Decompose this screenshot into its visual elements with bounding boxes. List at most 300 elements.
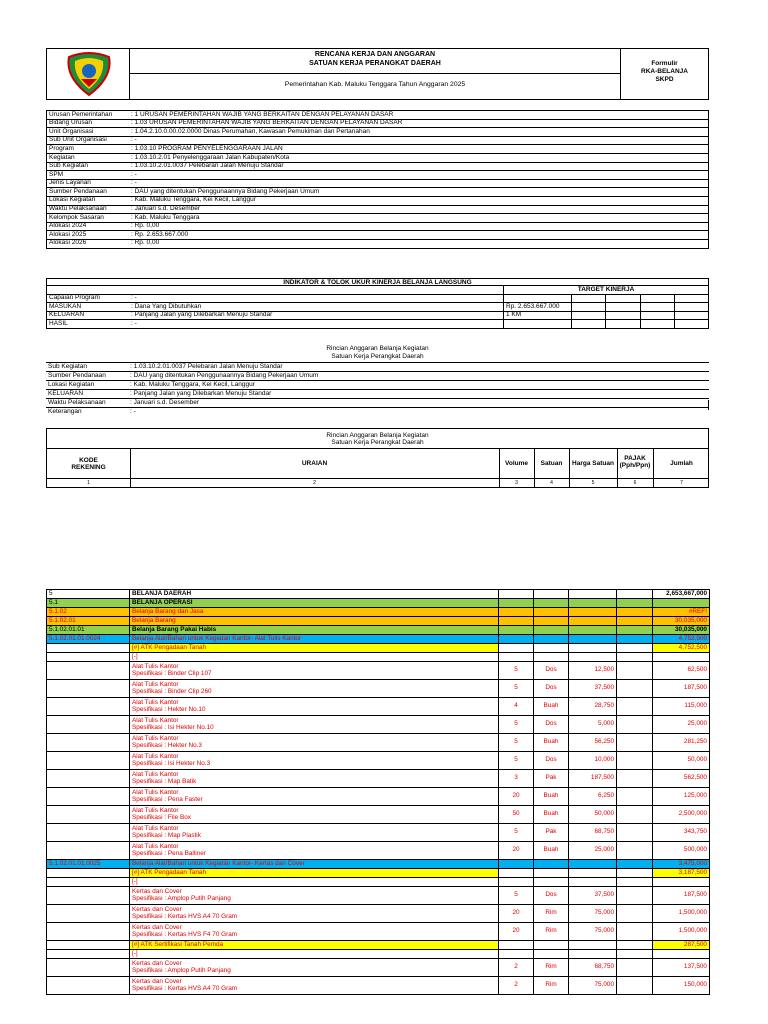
col-num: 2 [313, 480, 316, 486]
info-value: : 1.03.10.2.01 Penyelenggaraan Jalan Kabupaten/Kota [129, 153, 709, 162]
rincian-row [46, 363, 709, 372]
item-name: Alat Tulis Kantor [132, 753, 179, 761]
kode-cell [47, 680, 130, 698]
jumlah-cell: 500,000 [653, 842, 710, 860]
info-label: Sub Kegiatan [47, 162, 130, 171]
indikator-row [47, 320, 709, 329]
harga-cell: 12,500 [569, 662, 617, 680]
empty-cell [534, 878, 569, 887]
empty-cell [606, 303, 640, 312]
uraian-cell: BELANJA DAERAH [130, 590, 499, 599]
budget-row [47, 662, 710, 680]
col-num: 6 [633, 480, 637, 486]
kode-cell [47, 734, 130, 752]
satuan-cell: Buah [534, 806, 569, 824]
info-row [47, 239, 709, 248]
kode-cell [47, 869, 130, 878]
item-spec: Spesifikasi : Pena Faster [132, 795, 203, 803]
rincian-title-2: Satuan Kerja Perangkat Daerah [331, 353, 424, 360]
item-spec: Spesifikasi : Binder Clip 260 [132, 687, 212, 695]
item-name: Alat Tulis Kantor [132, 789, 179, 797]
jumlah-cell: 287,500 [653, 941, 710, 950]
kode-cell [47, 653, 130, 662]
jumlah-cell [653, 950, 710, 959]
empty-cell [534, 599, 569, 608]
item-name: Alat Tulis Kantor [132, 735, 179, 743]
harga-cell: 68,750 [569, 824, 617, 842]
item-name: Kertas dan Cover [132, 906, 182, 914]
rincian-value: : - [130, 407, 136, 415]
item-name: Alat Tulis Kantor [132, 681, 179, 689]
uraian-cell: [#] ATK Sertifikasi Tanah Pemda [130, 941, 499, 950]
budget-row [47, 824, 710, 842]
info-label: Lokasi Kegiatan [47, 196, 130, 205]
form-code: RKA-BELANJA [641, 68, 688, 75]
info-label: SPM [47, 171, 130, 180]
pajak-cell [617, 824, 653, 842]
jumlah-cell: 1,500,000 [653, 905, 710, 923]
volume-cell: 4 [499, 698, 534, 716]
satuan-cell: Rim [534, 923, 569, 941]
volume-cell: 5 [499, 662, 534, 680]
rincian-table [46, 362, 709, 416]
uraian-cell [130, 806, 499, 824]
item-spec: Spesifikasi : Isi Hekter No.3 [132, 759, 211, 767]
budget-row [47, 590, 710, 599]
indikator-row [47, 294, 709, 303]
satuan-cell: Dos [534, 752, 569, 770]
rincian-label: Lokasi Kegiatan [48, 380, 95, 388]
jumlah-cell: 187,500 [653, 887, 710, 905]
empty-cell [617, 878, 653, 887]
volume-cell: 20 [499, 788, 534, 806]
empty-cell [499, 635, 534, 644]
item-name: Alat Tulis Kantor [132, 717, 179, 725]
item-spec: Spesifikasi : Kertas HVS F4 70 Gram [132, 930, 238, 938]
item-name: Alat Tulis Kantor [132, 843, 179, 851]
jumlah-cell: #REF! [653, 608, 710, 617]
budget-row [47, 635, 710, 644]
budget-row [47, 617, 710, 626]
empty-cell [617, 869, 653, 878]
uraian-cell [130, 680, 499, 698]
volume-cell: 20 [499, 842, 534, 860]
empty-cell [499, 644, 534, 653]
info-row [47, 119, 709, 128]
info-row [47, 222, 709, 231]
col-rekening: REKENING [71, 464, 106, 471]
budget-row [47, 959, 710, 977]
satuan-cell: Rim [534, 905, 569, 923]
item-spec: Spesifikasi : Map Batik [132, 777, 197, 785]
header-title-cell [129, 48, 621, 100]
info-row [47, 171, 709, 180]
volume-cell: 2 [499, 977, 534, 995]
harga-cell: 68,750 [569, 959, 617, 977]
colhdr-title-1: Rincian Anggaran Belanja Kegiatan [326, 432, 429, 439]
satuan-cell: Buah [534, 734, 569, 752]
info-value: : Kab. Maluku Tenggara, Kei Kecil, Langgur [129, 196, 709, 205]
volume-cell: 3 [499, 770, 534, 788]
budget-row [47, 878, 710, 887]
uraian-cell [130, 734, 499, 752]
col-num: 3 [515, 480, 518, 486]
jumlah-cell: 2,500,000 [653, 806, 710, 824]
pajak-cell [617, 887, 653, 905]
uraian-cell [130, 905, 499, 923]
info-label: Alokasi 2026 [47, 239, 130, 248]
target-kinerja-label: TARGET KINERJA [504, 286, 709, 294]
indikator-target: Rp. 2.653.667.000 [504, 303, 572, 312]
empty-cell [617, 590, 653, 599]
info-value: : Rp. 0,00 [129, 239, 709, 248]
regency-emblem-icon [47, 49, 131, 99]
info-row [47, 205, 709, 214]
jumlah-cell: 562,500 [653, 770, 710, 788]
budget-row [47, 653, 710, 662]
kode-cell [47, 716, 130, 734]
pajak-cell [617, 770, 653, 788]
col-kode: KODE [79, 457, 98, 464]
jumlah-cell: 4,752,500 [653, 644, 710, 653]
jumlah-cell [653, 653, 710, 662]
empty-cell [569, 869, 617, 878]
empty-cell [534, 608, 569, 617]
kode-cell [47, 770, 130, 788]
indikator-row [47, 303, 709, 312]
jumlah-cell: 281,250 [653, 734, 710, 752]
uraian-cell [130, 698, 499, 716]
empty-cell [499, 869, 534, 878]
kode-cell [47, 788, 130, 806]
item-name: Alat Tulis Kantor [132, 807, 179, 815]
item-name: Alat Tulis Kantor [132, 699, 179, 707]
harga-cell: 187,500 [569, 770, 617, 788]
budget-row [47, 869, 710, 878]
indikator-target [504, 320, 572, 329]
item-spec: Spesifikasi : Binder Clip 107 [132, 669, 212, 677]
volume-cell: 5 [499, 824, 534, 842]
uraian-cell [130, 662, 499, 680]
empty-cell [499, 950, 534, 959]
harga-cell: 10,000 [569, 752, 617, 770]
rincian-title-1: Rincian Anggaran Belanja Kegiatan [326, 345, 429, 352]
pajak-cell [617, 662, 653, 680]
uraian-cell [130, 824, 499, 842]
harga-cell: 75,000 [569, 905, 617, 923]
empty-cell [617, 626, 653, 635]
kode-cell: 5 [47, 590, 130, 599]
rincian-value: : DAU yang ditentukan Penggunaannya Bidang Pekerjaan Umum [130, 371, 319, 379]
empty-cell [617, 608, 653, 617]
empty-cell [569, 950, 617, 959]
budget-row [47, 716, 710, 734]
info-row [47, 111, 709, 120]
empty-cell [569, 941, 617, 950]
uraian-cell: [-] [130, 950, 499, 959]
logo-cell [46, 48, 130, 100]
jumlah-cell [653, 878, 710, 887]
info-label: Waktu Pelaksanaan [47, 205, 130, 214]
indikator-value: : Dana Yang Dibutuhkan [129, 303, 504, 312]
info-label: Sumber Pendanaan [47, 188, 130, 197]
col-num: 1 [87, 480, 90, 486]
col-uraian: URAIAN [301, 460, 328, 467]
indikator-value: : - [129, 294, 504, 303]
empty-cell [499, 653, 534, 662]
info-value: : 1.04.2.10.0.00.02.0000 Dinas Perumahan, Kawasan Pemukiman dan Pertanahan [129, 128, 709, 137]
info-value: : DAU yang ditentukan Penggunaannya Bidang Pekerjaan Umum [129, 188, 709, 197]
info-value: : - [129, 171, 709, 180]
empty-cell [640, 320, 674, 329]
info-label: Sub Unit Organisasi [47, 136, 130, 145]
kode-cell [47, 824, 130, 842]
jumlah-cell: 25,000 [653, 716, 710, 734]
empty-cell [499, 617, 534, 626]
info-label: Jenis Layanan [47, 179, 130, 188]
kode-cell [47, 698, 130, 716]
empty-cell [617, 617, 653, 626]
empty-cell [617, 941, 653, 950]
budget-row [47, 752, 710, 770]
kode-cell [47, 662, 130, 680]
info-value: : Januari s.d. Desember [129, 205, 709, 214]
volume-cell: 5 [499, 887, 534, 905]
info-table [46, 110, 709, 249]
empty-cell [640, 311, 674, 320]
empty-cell [617, 635, 653, 644]
rincian-row [46, 408, 709, 417]
empty-cell [674, 303, 708, 312]
harga-cell: 50,000 [569, 806, 617, 824]
info-value: : 1 URUSAN PEMERINTAHAN WAJIB YANG BERKAITAN DENGAN PELAYANAN DASAR [129, 111, 709, 120]
info-value: : - [129, 179, 709, 188]
uraian-cell [130, 887, 499, 905]
empty-cell [572, 294, 606, 303]
kode-cell: 5.1.02.01.01.0024 [47, 635, 130, 644]
uraian-cell: Belanja Alat/Bahan untuk Kegiatan Kantor- Kertas dan Cover [130, 860, 499, 869]
col-volume: Volume [505, 460, 528, 467]
empty-cell [569, 635, 617, 644]
uraian-cell [130, 959, 499, 977]
satuan-cell: Dos [534, 716, 569, 734]
empty-cell [569, 653, 617, 662]
empty-cell [674, 311, 708, 320]
pajak-cell [617, 806, 653, 824]
empty-cell [499, 860, 534, 869]
empty-cell [499, 941, 534, 950]
pajak-cell [617, 734, 653, 752]
satuan-cell: Buah [534, 698, 569, 716]
item-name: Kertas dan Cover [132, 960, 182, 968]
satuan-cell: Pak [534, 824, 569, 842]
col-satuan: Satuan [540, 460, 563, 467]
empty-cell [569, 878, 617, 887]
jumlah-cell: 62,500 [653, 662, 710, 680]
budget-row [47, 887, 710, 905]
item-spec: Spesifikasi : Hekter No.3 [132, 741, 202, 749]
info-label: Kelompok Sasaran [47, 214, 130, 223]
pajak-cell [617, 905, 653, 923]
info-value: : Rp. 2.653.667.000 [129, 231, 709, 240]
pajak-cell [617, 959, 653, 977]
info-row [47, 128, 709, 137]
info-row [47, 136, 709, 145]
harga-cell: 37,500 [569, 887, 617, 905]
volume-cell: 50 [499, 806, 534, 824]
kode-cell [47, 923, 130, 941]
kode-cell [47, 644, 130, 653]
indikator-target [504, 294, 572, 303]
budget-row [47, 770, 710, 788]
col-num: 4 [550, 480, 553, 486]
budget-table [46, 589, 710, 995]
pajak-cell [617, 698, 653, 716]
kode-cell: 5.1.02.01.01 [47, 626, 130, 635]
volume-cell: 5 [499, 752, 534, 770]
item-name: Alat Tulis Kantor [132, 771, 179, 779]
budget-row [47, 977, 710, 995]
empty-cell [534, 617, 569, 626]
col-pajak-sub: (Pph/Ppn) [619, 462, 651, 469]
item-name: Alat Tulis Kantor [132, 663, 179, 671]
harga-cell: 5,000 [569, 716, 617, 734]
indikator-value: : Panjang Jalan yang Dilebarkan Menuju Standar [129, 311, 504, 320]
empty-cell [640, 303, 674, 312]
budget-row [47, 599, 710, 608]
budget-row [47, 644, 710, 653]
rincian-row [46, 372, 709, 381]
volume-cell: 5 [499, 716, 534, 734]
empty-cell [569, 644, 617, 653]
item-spec: Spesifikasi : Kertas HVS A4 70 Gram [132, 984, 238, 992]
harga-cell: 6,250 [569, 788, 617, 806]
rincian-value: : 1.03.10.2.01.0037 Pelebaran Jalan Menuju Standar [130, 362, 283, 370]
pajak-cell [617, 680, 653, 698]
col-harga: Harga Satuan [572, 460, 614, 467]
harga-cell: 37,500 [569, 680, 617, 698]
uraian-cell: Belanja Barang [130, 617, 499, 626]
jumlah-cell: 3,187,500 [653, 869, 710, 878]
kode-cell: 5.1 [47, 599, 130, 608]
info-label: Alokasi 2025 [47, 231, 130, 240]
info-row [47, 162, 709, 171]
uraian-cell [130, 842, 499, 860]
uraian-cell [130, 788, 499, 806]
kode-cell [47, 878, 130, 887]
kode-cell: 5.1.02.01 [47, 617, 130, 626]
empty-cell [606, 294, 640, 303]
pajak-cell [617, 752, 653, 770]
empty-cell [674, 294, 708, 303]
empty-cell [617, 644, 653, 653]
budget-row [47, 680, 710, 698]
indikator-title: INDIKATOR & TOLOK UKUR KINERJA BELANJA LANGSUNG [46, 278, 709, 286]
empty-cell [499, 608, 534, 617]
budget-row [47, 806, 710, 824]
empty-cell [569, 860, 617, 869]
form-sub: SKPD [655, 76, 674, 83]
item-spec: Spesifikasi : Amplop Putih Panjang [132, 966, 231, 974]
rincian-row [46, 390, 709, 399]
info-value: : Kab. Maluku Tenggara [129, 214, 709, 223]
uraian-cell: Belanja Barang Pakai Habis [130, 626, 499, 635]
volume-cell: 20 [499, 923, 534, 941]
pajak-cell [617, 788, 653, 806]
item-spec: Spesifikasi : Kertas HVS A4 70 Gram [132, 912, 238, 920]
rincian-label: KELUARAN [48, 389, 84, 397]
empty-cell [617, 950, 653, 959]
kode-cell [47, 950, 130, 959]
empty-cell [534, 626, 569, 635]
kode-cell [47, 887, 130, 905]
item-spec: Spesifikasi : Amplop Putih Panjang [132, 894, 231, 902]
jumlah-cell: 150,000 [653, 977, 710, 995]
empty-cell [534, 860, 569, 869]
jumlah-cell: 4,752,500 [653, 635, 710, 644]
harga-cell: 56,250 [569, 734, 617, 752]
satuan-cell: Pak [534, 770, 569, 788]
harga-cell: 75,000 [569, 923, 617, 941]
jumlah-cell: 115,000 [653, 698, 710, 716]
header-title-2: SATUAN KERJA PERANGKAT DAERAH [309, 60, 441, 67]
info-label: Program [47, 145, 130, 154]
item-spec: Spesifikasi : Hekter No.10 [132, 705, 206, 713]
empty-cell [534, 941, 569, 950]
volume-cell: 5 [499, 734, 534, 752]
kode-cell [47, 977, 130, 995]
budget-row [47, 626, 710, 635]
info-row [47, 188, 709, 197]
jumlah-cell: 50,000 [653, 752, 710, 770]
kode-cell: 5.1.02.01.01.0025 [47, 860, 130, 869]
uraian-cell: Belanja Alat/Bahan untuk Kegiatan Kantor- Alat Tulis Kantor [130, 635, 499, 644]
volume-cell: 5 [499, 680, 534, 698]
satuan-cell: Dos [534, 680, 569, 698]
info-value: : Rp. 0,00 [129, 222, 709, 231]
budget-row [47, 842, 710, 860]
pajak-cell [617, 716, 653, 734]
budget-row [47, 734, 710, 752]
colhdr-title-2: Satuan Kerja Perangkat Daerah [331, 439, 424, 446]
rincian-value: : Kab. Maluku Tenggara, Kei Kecil, Langgur [130, 380, 255, 388]
jumlah-cell [653, 599, 710, 608]
satuan-cell: Rim [534, 959, 569, 977]
rincian-row [46, 381, 709, 390]
satuan-cell: Rim [534, 977, 569, 995]
budget-row [47, 608, 710, 617]
empty-cell [499, 599, 534, 608]
kode-cell [47, 842, 130, 860]
jumlah-cell: 187,500 [653, 680, 710, 698]
rincian-row [46, 399, 709, 408]
info-row [47, 179, 709, 188]
info-value: : 1.03 URUSAN PEMERINTAHAN WAJIB YANG BERKAITAN DENGAN PELAYANAN DASAR [129, 119, 709, 128]
indikator-label: Capaian Program [47, 294, 130, 303]
form-label: Formulir [651, 60, 678, 67]
empty-cell [534, 635, 569, 644]
satuan-cell: Buah [534, 788, 569, 806]
empty-cell [499, 590, 534, 599]
info-value: : 1.03.10 PROGRAM PENYELENGGARAAN JALAN [129, 145, 709, 154]
info-row [47, 153, 709, 162]
empty-cell [499, 878, 534, 887]
pajak-cell [617, 977, 653, 995]
info-label: Urusan Pemerintahan [47, 111, 130, 120]
jumlah-cell: 30,035,000 [653, 626, 710, 635]
empty-cell [572, 303, 606, 312]
info-label: Bidang Urusan [47, 119, 130, 128]
